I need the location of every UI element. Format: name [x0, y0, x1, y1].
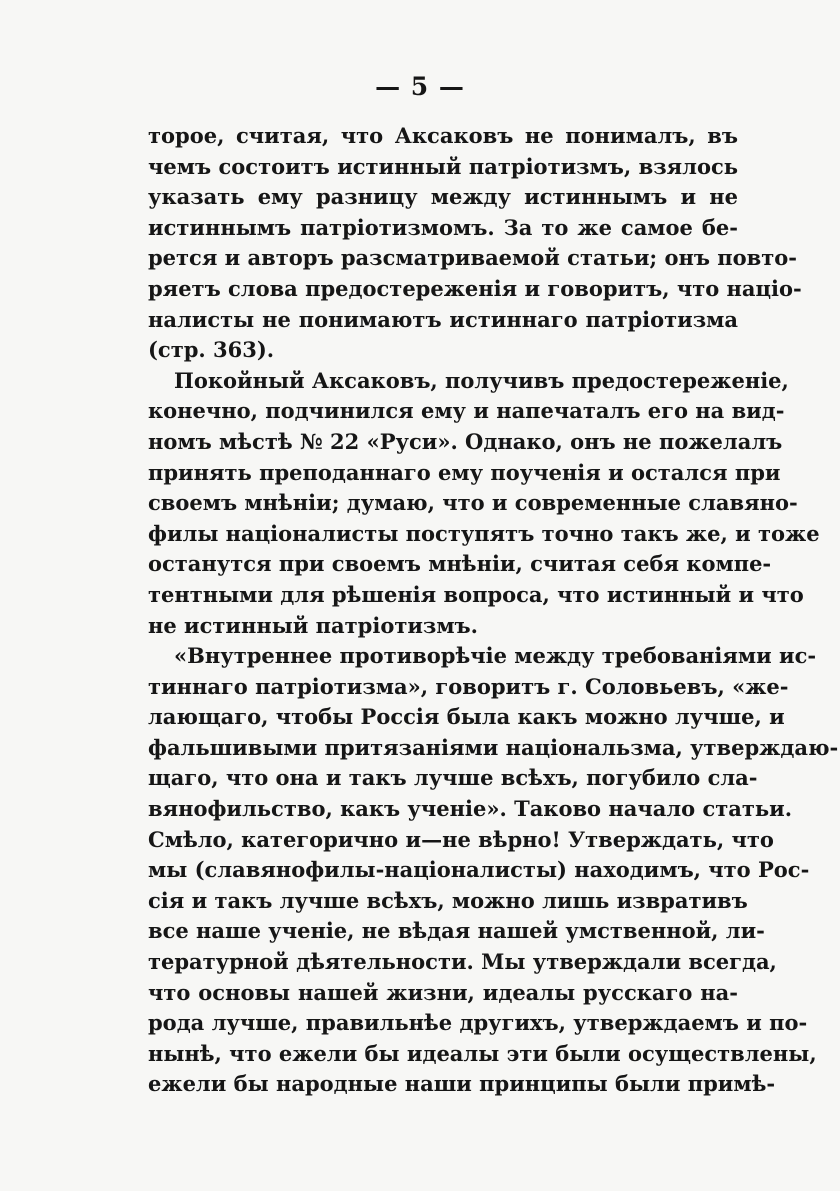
- page-number: — 5 —: [375, 72, 465, 101]
- text-line: (стр. 363).: [148, 337, 275, 363]
- text-line: рода лучше, правильнѣе другихъ, утверждаемъ и по-: [148, 1010, 808, 1036]
- paragraph-2: [148, 366, 820, 641]
- text-line: торое, считая, что Аксаковъ не понималъ, въ: [148, 123, 738, 148]
- text-line: указать ему разницу между истиннымъ и не: [148, 184, 738, 210]
- text-line: щаго, что она и такъ лучше всѣхъ, погубило сла-: [148, 765, 758, 791]
- text-line: не истинный патріотизмъ.: [148, 612, 478, 638]
- text-line: Покойный Аксаковъ, получивъ предостереженіе,: [174, 367, 789, 393]
- text-line: ежели бы народные наши принципы были примѣ-: [148, 1071, 776, 1097]
- text-line: все наше ученіе, не вѣдая нашей умственной, ли-: [148, 918, 765, 944]
- text-line: истиннымъ патріотизмомъ. За то же самое бе-: [148, 214, 738, 240]
- paragraph-3: [148, 641, 839, 1100]
- text-line: чемъ состоитъ истинный патріотизмъ, взялось: [148, 153, 738, 179]
- text-line: номъ мѣстѣ № 22 «Руси». Однако, онъ не пожелалъ: [148, 428, 783, 454]
- text-line: рется и авторъ разсматриваемой статьи; онъ повто-: [148, 245, 797, 271]
- text-line: вянофильство, какъ ученіе». Таково начало статьи.: [148, 796, 793, 822]
- text-line: что основы нашей жизни, идеалы русскаго на-: [148, 979, 738, 1005]
- text-line: тентными для рѣшенія вопроса, что истинный и что: [148, 581, 804, 607]
- text-line: конечно, подчинился ему и напечаталъ его на вид-: [148, 398, 785, 424]
- text-line: Смѣло, категорично и—не вѣрно! Утверждать, что: [148, 826, 774, 852]
- text-line: фальшивыми притязаніями національзма, утверждаю-: [148, 734, 839, 760]
- body-text: [148, 121, 839, 1100]
- paragraph-1: [148, 121, 802, 366]
- text-line: «Внутреннее противорѣчіе между требованіями ис-: [174, 643, 817, 669]
- text-line: мы (славянофилы-націоналисты) находимъ, что Рос-: [148, 857, 810, 883]
- text-line: лающаго, чтобы Россія была какъ можно лучше, и: [148, 704, 785, 730]
- text-line: останутся при своемъ мнѣніи, считая себя компе-: [148, 551, 772, 577]
- text-line: ряетъ слова предостереженія и говоритъ, что націо-: [148, 275, 802, 301]
- text-line: филы націоналисты поступятъ точно такъ же, и тоже: [148, 520, 820, 546]
- text-line: тературной дѣятельности. Мы утверждали всегда,: [148, 949, 777, 975]
- text-line: налисты не понимаютъ истиннаго патріотизма: [148, 306, 738, 332]
- text-line: сія и такъ лучше всѣхъ, можно лишь извративъ: [148, 887, 748, 913]
- text-line: нынѣ, что ежели бы идеалы эти были осуществлены,: [148, 1040, 817, 1066]
- text-line: тиннаго патріотизма», говоритъ г. Соловьевъ, «же-: [148, 673, 789, 699]
- text-line: принять преподаннаго ему поученія и остался при: [148, 459, 781, 485]
- text-line: своемъ мнѣніи; думаю, что и современные славяно-: [148, 490, 798, 516]
